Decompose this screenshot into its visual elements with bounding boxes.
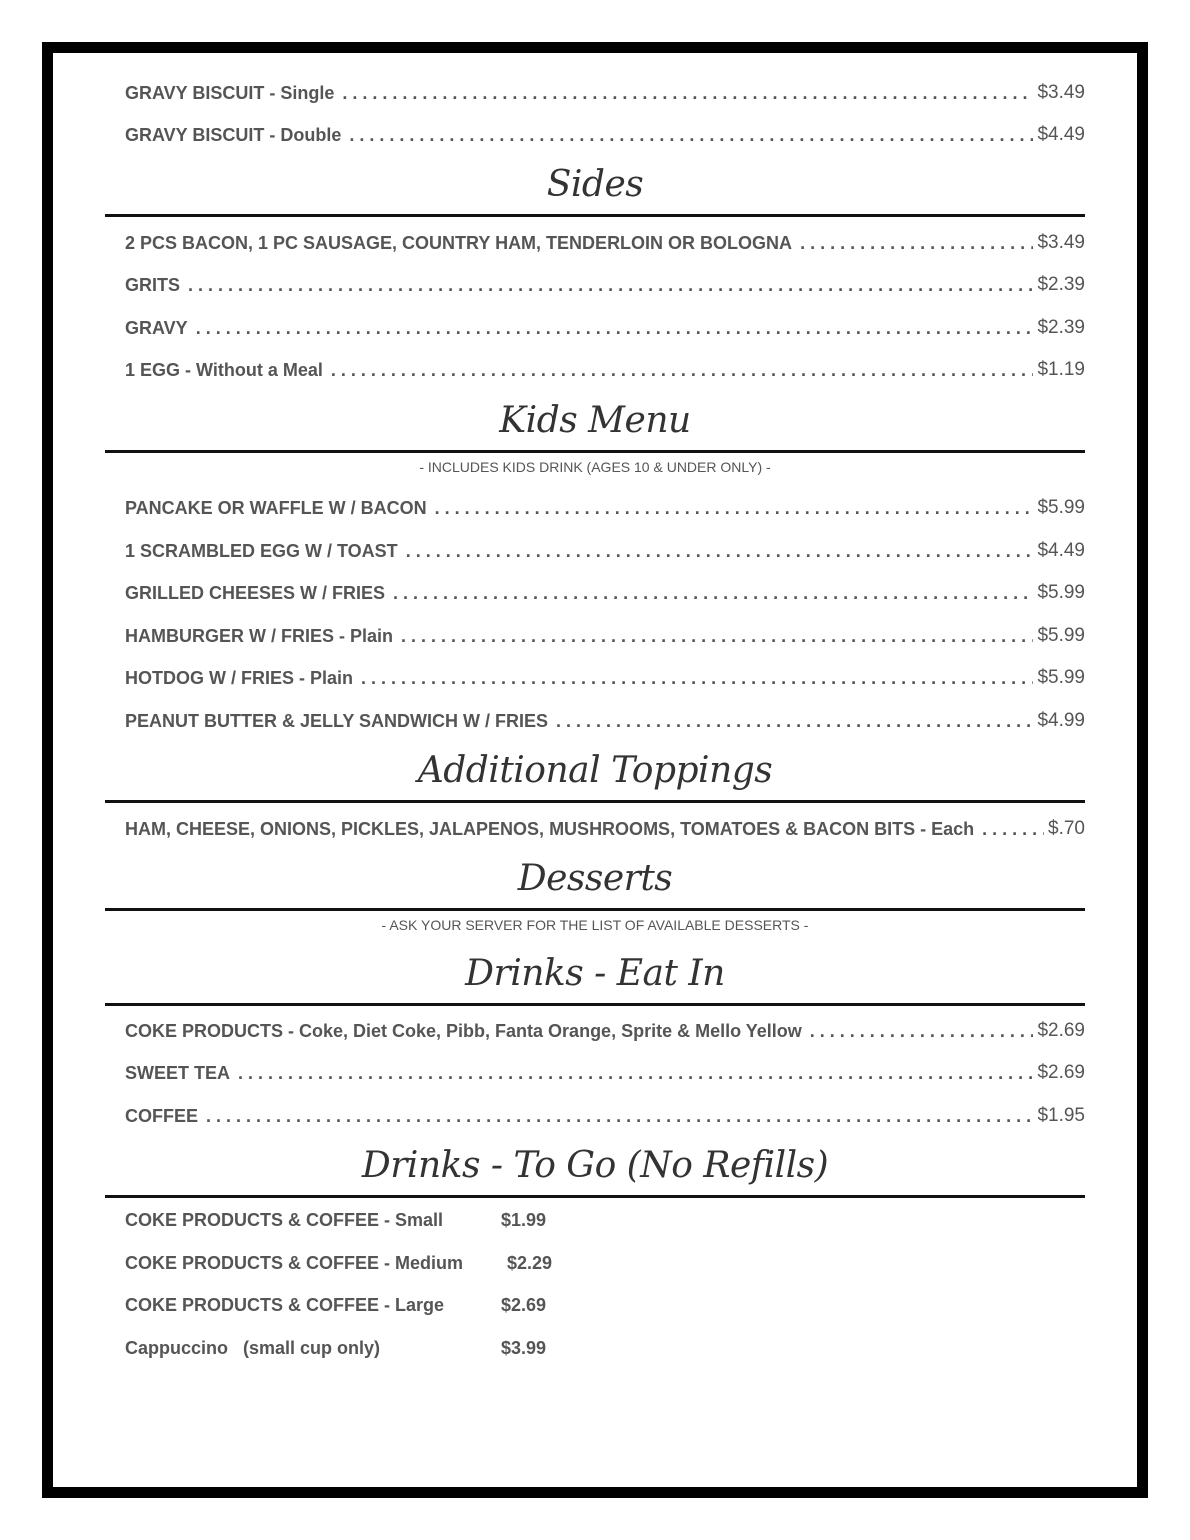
to-go-item <box>125 1295 645 1319</box>
item-name: GRAVY <box>125 318 188 338</box>
menu-item <box>125 495 1085 519</box>
item-price: $1.95 <box>1037 1105 1085 1126</box>
dot-leader <box>188 275 1033 296</box>
menu-item <box>125 623 1085 647</box>
dot-leader <box>361 668 1033 689</box>
dot-leader <box>196 318 1034 339</box>
dot-leader <box>238 1063 1033 1084</box>
section-divider <box>105 214 1085 217</box>
item-name: GRITS <box>125 275 181 295</box>
menu-item <box>125 1060 1085 1084</box>
section-heading-drinks-eat-in: Drinks - Eat In <box>465 953 725 994</box>
section-divider <box>105 1003 1085 1006</box>
dot-leader <box>406 541 1034 562</box>
section-divider <box>105 1195 1085 1198</box>
item-name: GRILLED CHEESES W / FRIES <box>125 583 386 603</box>
menu-item <box>125 665 1085 689</box>
item-name: HAM, CHEESE, ONIONS, PICKLES, JALAPENOS, MUSHROOMS, TOMATOES & BACON BITS - Each <box>125 819 975 839</box>
dot-leader <box>810 1021 1034 1042</box>
menu-item <box>125 1103 1085 1127</box>
item-name: 1 EGG - Without a Meal <box>125 360 323 380</box>
item-name: PANCAKE OR WAFFLE W / BACON <box>125 498 427 518</box>
item-price: $5.99 <box>1037 582 1085 603</box>
dot-leader <box>342 83 1033 104</box>
item-price: $5.99 <box>1037 625 1085 646</box>
section-heading-drinks-to-go: Drinks - To Go (No Refills) <box>361 1145 829 1186</box>
item-name: Cappuccino (small cup only) <box>125 1338 381 1358</box>
item-price: $.70 <box>1048 818 1085 839</box>
menu-item <box>125 538 1085 562</box>
menu-item <box>125 708 1085 732</box>
to-go-item <box>125 1338 645 1362</box>
item-name: SWEET TEA <box>125 1063 231 1083</box>
item-name: COKE PRODUCTS & COFFEE - Large <box>125 1295 445 1315</box>
dot-leader <box>982 819 1044 840</box>
item-price: $2.39 <box>1037 274 1085 295</box>
menu-item <box>125 272 1085 296</box>
section-divider <box>105 908 1085 911</box>
to-go-item <box>125 1253 645 1277</box>
section-heading-kids-menu: Kids Menu <box>499 400 691 441</box>
section-heading-additional-toppings: Additional Toppings <box>417 750 773 791</box>
item-name: COFFEE <box>125 1106 199 1126</box>
dot-leader <box>435 498 1034 519</box>
to-go-item <box>125 1210 645 1234</box>
dot-leader <box>331 360 1034 381</box>
item-name: HAMBURGER W / FRIES - Plain <box>125 626 394 646</box>
menu-item <box>125 230 1085 254</box>
dot-leader <box>349 125 1033 146</box>
item-name: GRAVY BISCUIT - Single <box>125 83 335 103</box>
item-price: $2.29 <box>507 1253 553 1273</box>
item-price: $5.99 <box>1037 667 1085 688</box>
item-price: $3.49 <box>1037 82 1085 103</box>
item-name: PEANUT BUTTER & JELLY SANDWICH W / FRIES <box>125 711 549 731</box>
item-name: COKE PRODUCTS & COFFEE - Medium <box>125 1253 464 1273</box>
item-price: $2.39 <box>1037 317 1085 338</box>
section-divider <box>105 800 1085 803</box>
menu-item <box>125 357 1085 381</box>
item-price: $1.19 <box>1037 359 1085 380</box>
menu-item <box>125 80 1085 104</box>
dot-leader <box>401 626 1033 647</box>
item-price: $4.49 <box>1037 540 1085 561</box>
item-name: GRAVY BISCUIT - Double <box>125 125 342 145</box>
dot-leader <box>393 583 1033 604</box>
dot-leader <box>556 711 1033 732</box>
item-price: $3.49 <box>1037 232 1085 253</box>
item-name: 1 SCRAMBLED EGG W / TOAST <box>125 541 398 561</box>
item-name: HOTDOG W / FRIES - Plain <box>125 668 354 688</box>
menu-item <box>125 122 1085 146</box>
menu-item <box>125 580 1085 604</box>
item-name: COKE PRODUCTS - Coke, Diet Coke, Pibb, Fanta Orange, Sprite & Mello Yellow <box>125 1021 802 1041</box>
section-heading-desserts: Desserts <box>517 858 673 899</box>
item-price: $2.69 <box>501 1295 547 1315</box>
section-note: - ASK YOUR SERVER FOR THE LIST OF AVAILABLE DESSERTS - <box>381 917 809 933</box>
item-price: $1.99 <box>501 1210 547 1230</box>
section-note: - INCLUDES KIDS DRINK (AGES 10 & UNDER ONLY) - <box>419 459 771 475</box>
item-price: $2.69 <box>1037 1020 1085 1041</box>
item-price: $5.99 <box>1037 497 1085 518</box>
item-name: COKE PRODUCTS & COFFEE - Small <box>125 1210 444 1230</box>
item-price: $4.49 <box>1037 124 1085 145</box>
item-price: $2.69 <box>1037 1062 1085 1083</box>
dot-leader <box>206 1106 1033 1127</box>
section-divider <box>105 450 1085 453</box>
section-heading-sides: Sides <box>546 164 644 205</box>
menu-item <box>125 315 1085 339</box>
menu-item <box>125 1018 1085 1042</box>
menu-item <box>125 816 1085 840</box>
item-price: $3.99 <box>501 1338 547 1358</box>
dot-leader <box>800 233 1033 254</box>
item-price: $4.99 <box>1037 710 1085 731</box>
item-name: 2 PCS BACON, 1 PC SAUSAGE, COUNTRY HAM, TENDERLOIN OR BOLOGNA <box>125 233 793 253</box>
